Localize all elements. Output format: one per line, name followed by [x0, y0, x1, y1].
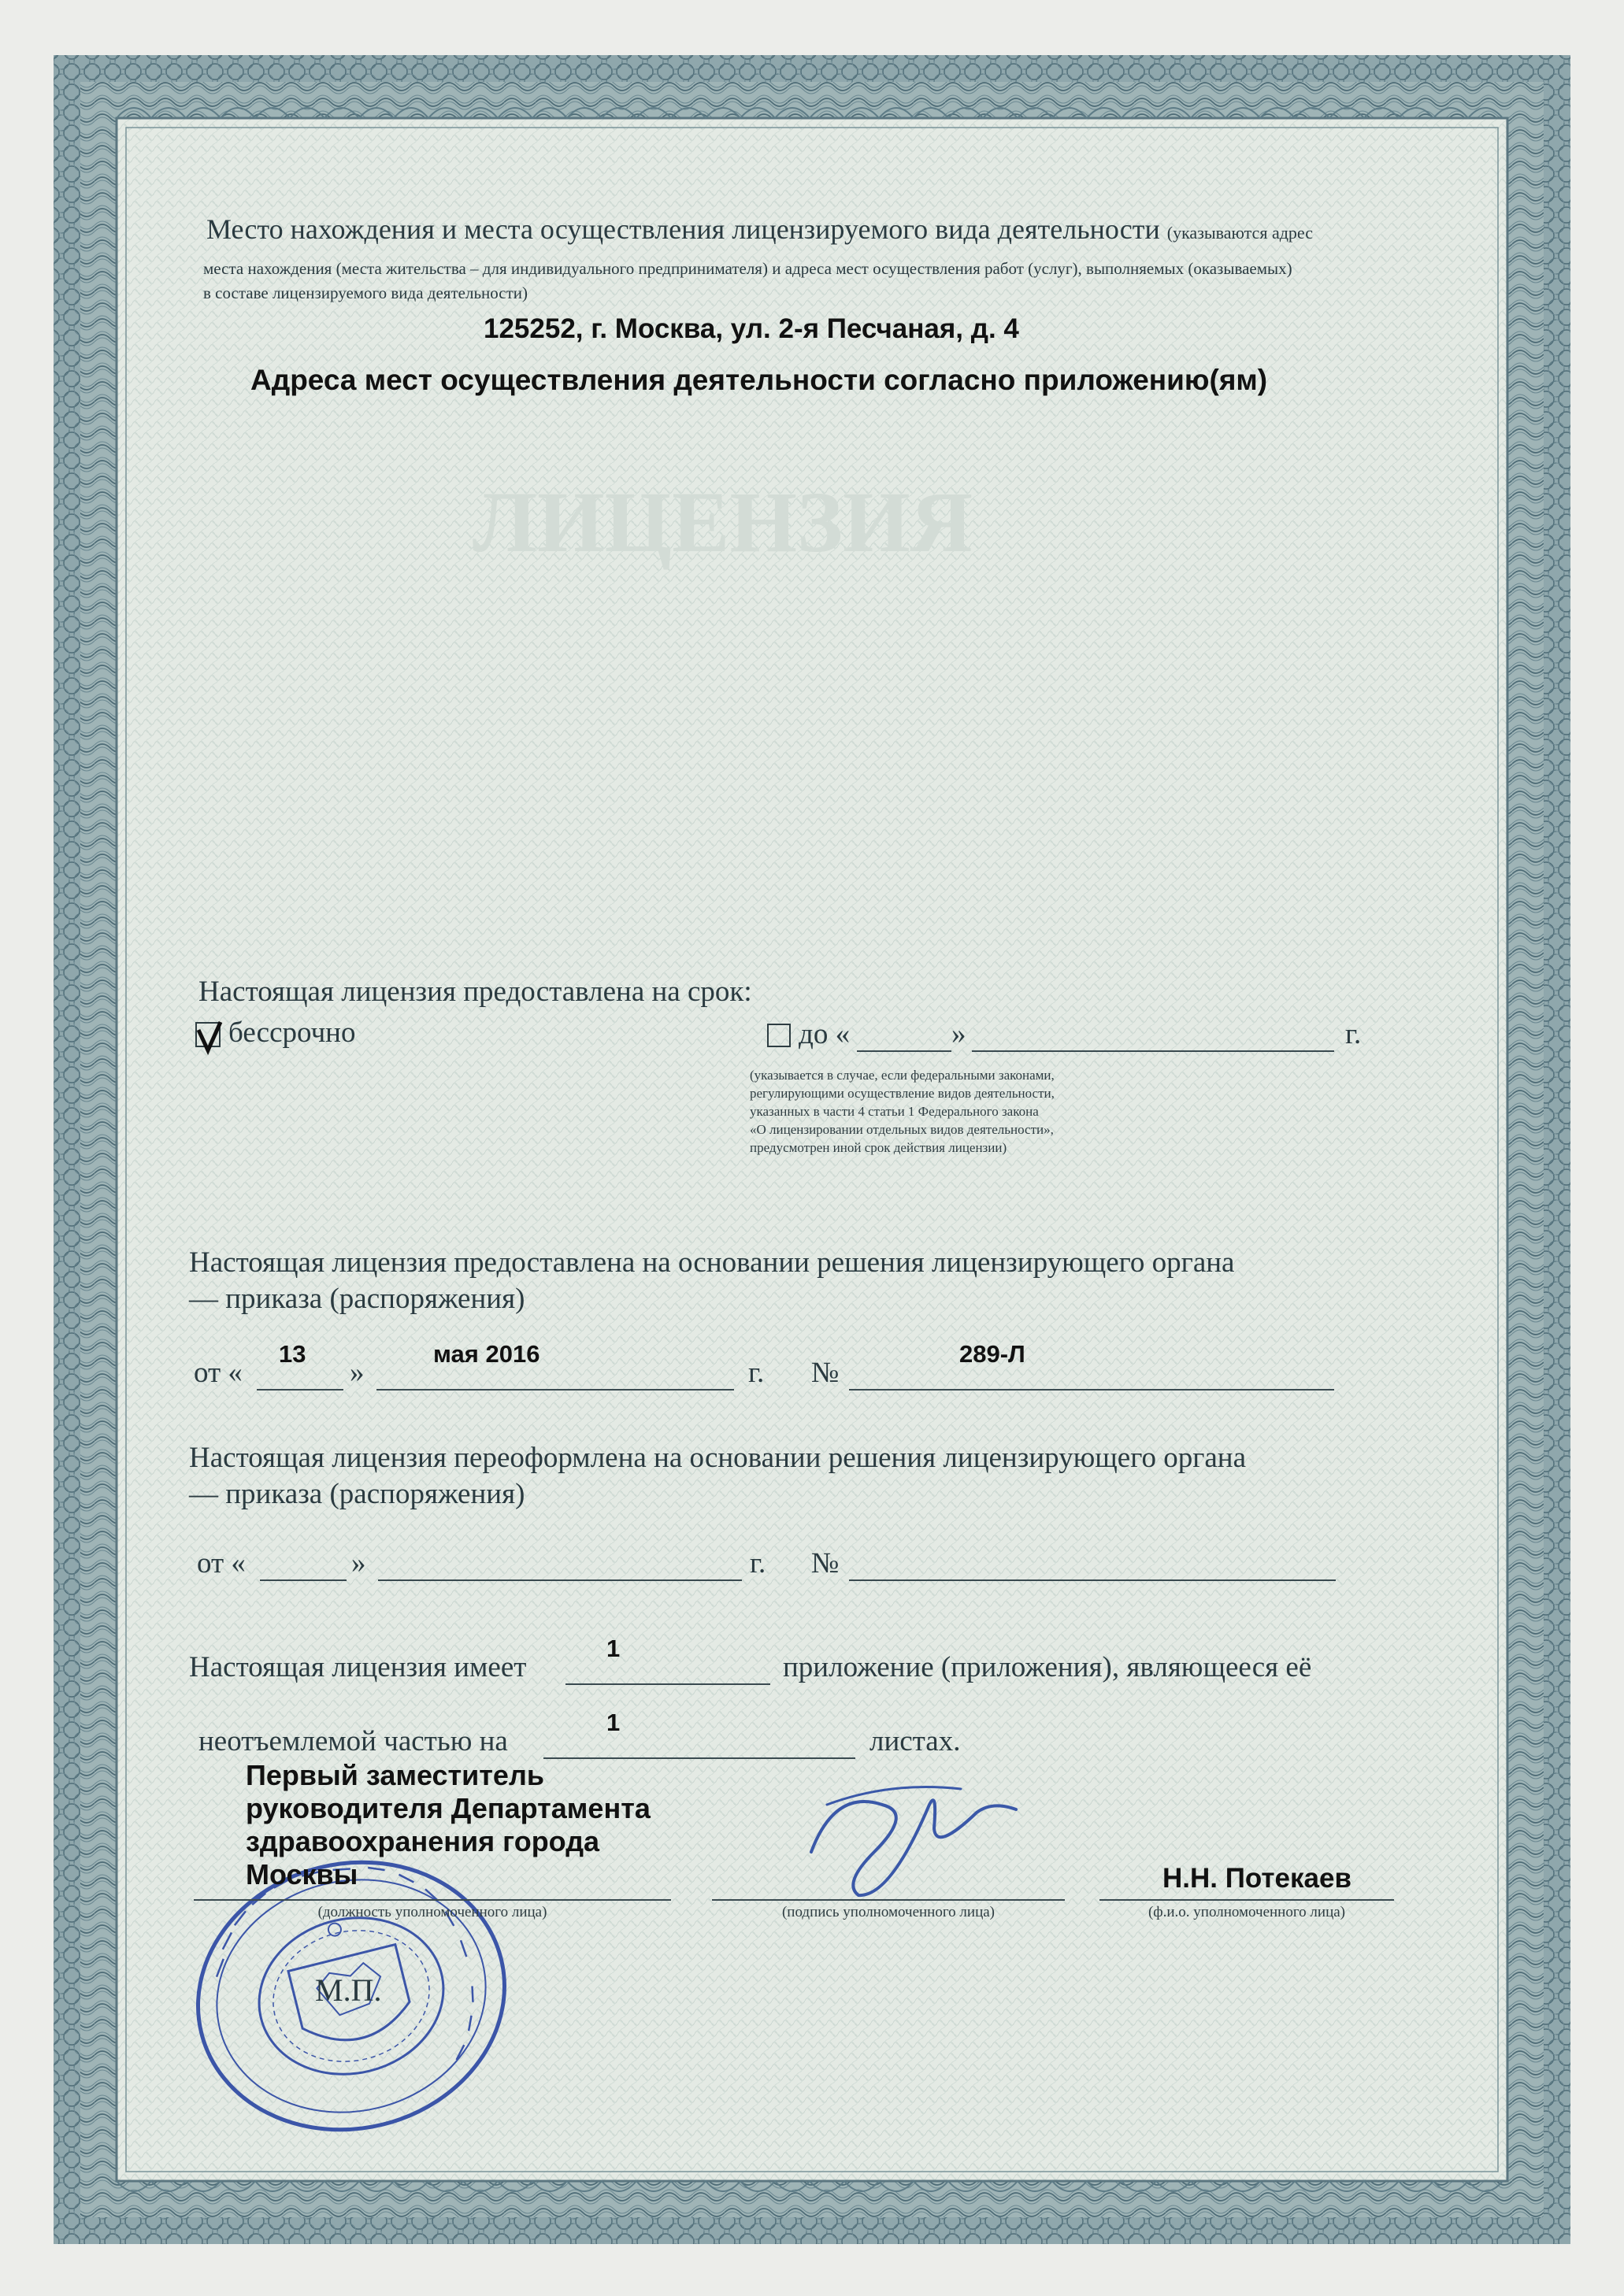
signatory-position-line: руководителя Департамента [246, 1792, 651, 1824]
handwritten-signature [780, 1757, 1047, 1907]
signature-line [712, 1899, 1065, 1901]
basis-number-prefix: № [811, 1357, 840, 1389]
address-heading-note-2: места нахождения (места жительства – для индивидуального предпринимателя) и адреса мест осуществления работ (услуг), выполняемых (оказываемых) [203, 259, 1292, 278]
term-note-line: (указывается в случае, если федеральными законами, [750, 1068, 1055, 1083]
until-month-year-field [972, 1050, 1334, 1052]
basis-from-prefix: от « [194, 1357, 243, 1389]
unlimited-label: бессрочно [228, 1017, 356, 1049]
reissue-number-prefix: № [811, 1547, 840, 1579]
reissue-day-field [260, 1579, 347, 1581]
term-note-line: «О лицензировании отдельных видов деятельности», [750, 1122, 1054, 1137]
reissue-line-1: Настоящая лицензия переоформлена на основании решения лицензирующего органа [189, 1442, 1247, 1474]
basis-number-field [849, 1389, 1334, 1391]
basis-from-mid: » [350, 1357, 365, 1389]
signatory-position-line: здравоохранения города [246, 1825, 600, 1857]
checkmark-icon [194, 1019, 225, 1055]
appendix-line-2-prefix: неотъемлемой частью на [198, 1725, 508, 1757]
signatory-position [246, 1759, 687, 1891]
caption-position: (должность уполномоченного лица) [317, 1904, 547, 1920]
term-note [750, 1066, 1055, 1157]
appendix-count-field [565, 1683, 770, 1685]
address-heading [206, 213, 1313, 246]
basis-number: 289-Л [959, 1340, 1025, 1368]
appendix-line-2-suffix: листах. [869, 1725, 961, 1757]
until-suffix: г. [1345, 1018, 1362, 1050]
until-day-field [857, 1050, 951, 1052]
basis-year-suffix: г. [748, 1357, 765, 1389]
name-line [1099, 1899, 1394, 1901]
reissue-number-field [849, 1579, 1336, 1581]
signatory-position-line: Москвы [246, 1858, 358, 1890]
reissue-from-prefix: от « [197, 1547, 246, 1579]
until-prefix: до « [799, 1018, 851, 1050]
svg-text:ЛИЦЕНЗИЯ: ЛИЦЕНЗИЯ [473, 474, 973, 570]
reissue-month-year-field [378, 1579, 742, 1581]
position-line [194, 1899, 671, 1901]
term-note-line: регулирующими осуществление видов деятельности, [750, 1086, 1055, 1101]
caption-name: (ф.и.о. уполномоченного лица) [1148, 1904, 1345, 1920]
basis-day: 13 [279, 1340, 306, 1368]
term-note-line: указанных в части 4 статьи 1 Федерального закона [750, 1104, 1039, 1119]
appendix-count: 1 [606, 1635, 621, 1662]
basis-line-2: — приказа (распоряжения) [189, 1283, 525, 1315]
until-mid: » [951, 1018, 966, 1050]
basis-month-year-field [376, 1389, 734, 1391]
stamp-label: М.П. [315, 1972, 382, 2008]
appendix-line-1-suffix: приложение (приложения), являющееся её [783, 1651, 1312, 1683]
term-note-line: предусмотрен иной срок действия лицензии) [750, 1140, 1007, 1155]
term-heading: Настоящая лицензия предоставлена на срок: [198, 976, 752, 1008]
basis-line-1: Настоящая лицензия предоставлена на основании решения лицензирующего органа [189, 1246, 1235, 1279]
caption-signature: (подпись уполномоченного лица) [781, 1904, 995, 1920]
signatory-position-line: Первый заместитель [246, 1759, 544, 1791]
reissue-from-mid: » [351, 1547, 366, 1579]
basis-month-year: мая 2016 [433, 1340, 540, 1368]
reissue-line-2: — приказа (распоряжения) [189, 1478, 525, 1510]
address-heading-note: (указываются адрес [1166, 223, 1313, 243]
address-value: 125252, г. Москва, ул. 2-я Песчаная, д. 4 [484, 313, 1019, 344]
basis-day-field [257, 1389, 343, 1391]
reissue-year-suffix: г. [750, 1547, 766, 1579]
appendix-sheets: 1 [606, 1709, 621, 1736]
until-checkbox [767, 1024, 791, 1047]
signatory-name: Н.Н. Потекаев [1162, 1863, 1351, 1894]
address-heading-note-3: в составе лицензируемого вида деятельности) [203, 283, 528, 302]
address-appendix: Адреса мест осуществления деятельности согласно приложению(ям) [250, 364, 1268, 396]
address-heading-main: Место нахождения и места осуществления лицензируемого вида деятельности [206, 213, 1160, 245]
appendix-line-1-prefix: Настоящая лицензия имеет [189, 1651, 527, 1683]
unlimited-checkbox [195, 1022, 221, 1047]
